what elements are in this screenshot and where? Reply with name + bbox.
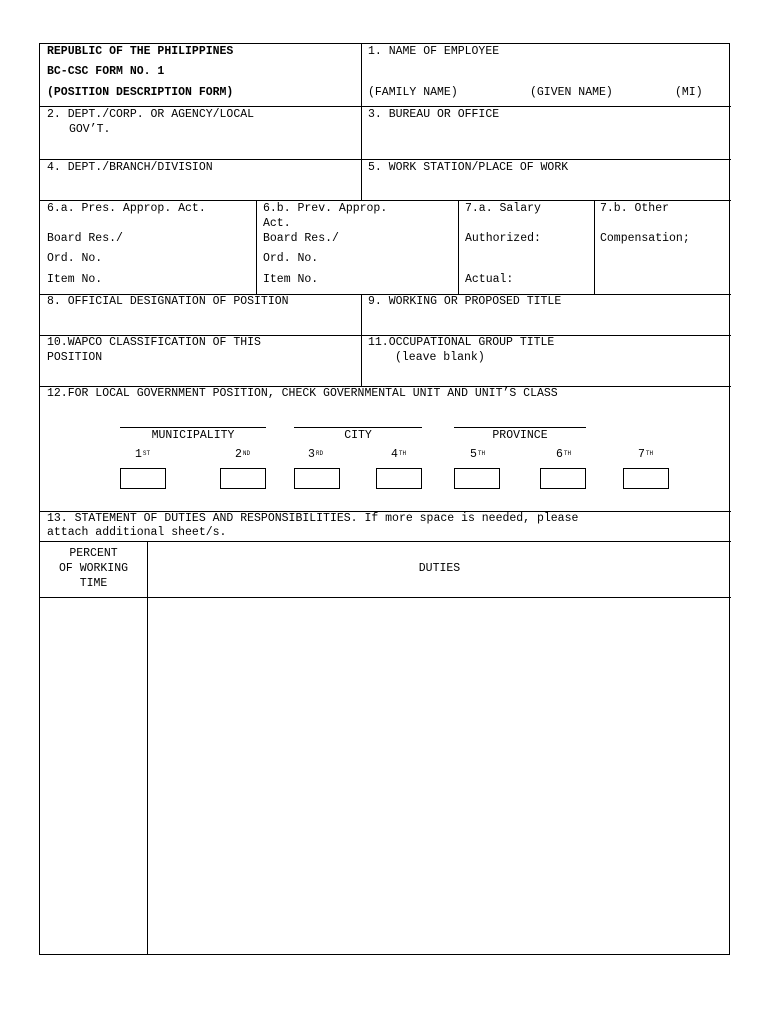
checkbox-class-4th[interactable] [376, 468, 422, 489]
class-label-2nd: 2ND [235, 448, 251, 461]
field-11-label: 11.OCCUPATIONAL GROUP TITLE [368, 336, 555, 349]
field-6a-ord-no: Ord. No. [47, 252, 103, 265]
row-divider [40, 159, 731, 160]
city-rule [294, 427, 422, 428]
field-8-label: 8. OFFICIAL DESIGNATION OF POSITION [47, 295, 289, 308]
class-label-1st: 1ST [135, 448, 151, 461]
header-form-title: (POSITION DESCRIPTION FORM) [47, 86, 234, 99]
column-divider [458, 200, 459, 294]
field-10-label-cont: POSITION [47, 351, 103, 364]
percent-header-line2: OF WORKING [58, 562, 128, 575]
class-label-7th: 7TH [638, 448, 654, 461]
checkbox-class-6th[interactable] [540, 468, 586, 489]
field-5-label: 5. WORK STATION/PLACE OF WORK [368, 161, 569, 174]
municipality-rule [120, 427, 266, 428]
field-9-label: 9. WORKING OR PROPOSED TITLE [368, 295, 562, 308]
percent-entry-area[interactable] [40, 598, 147, 955]
field-6a-item-no: Item No. [47, 273, 103, 286]
row-divider [40, 541, 731, 542]
field-7a-actual: Actual: [465, 273, 514, 286]
checkbox-class-7th[interactable] [623, 468, 669, 489]
province-heading: PROVINCE [492, 429, 548, 442]
duties-header: DUTIES [418, 562, 461, 575]
class-label-6th: 6TH [556, 448, 572, 461]
municipality-heading: MUNICIPALITY [151, 429, 235, 442]
field-10-label: 10.WAPCO CLASSIFICATION OF THIS [47, 336, 261, 349]
field-7b-label: 7.b. Other [600, 202, 670, 215]
field-13-label: 13. STATEMENT OF DUTIES AND RESPONSIBILITIES. If more space is needed, please [47, 512, 579, 525]
checkbox-class-2nd[interactable] [220, 468, 266, 489]
province-rule [454, 427, 586, 428]
field-2-label-cont: GOV’T. [69, 123, 111, 136]
field-1-family-name: (FAMILY NAME) [368, 86, 458, 99]
field-3-label: 3. BUREAU OR OFFICE [368, 108, 500, 121]
field-6b-label-cont: Act. [263, 217, 291, 230]
city-heading: CITY [344, 429, 372, 442]
column-divider [594, 200, 595, 294]
field-7a-label: 7.a. Salary [465, 202, 541, 215]
header-form-number: BC-CSC FORM NO. 1 [47, 65, 165, 78]
field-1-label: 1. NAME OF EMPLOYEE [368, 45, 500, 58]
percent-header-line3: TIME [79, 577, 108, 590]
field-6b-item-no: Item No. [263, 273, 319, 286]
field-1-mi: (MI) [675, 86, 703, 99]
field-6a-label: 6.a. Pres. Approp. Act. [47, 202, 206, 215]
field-6b-ord-no: Ord. No. [263, 252, 319, 265]
field-7b-compensation: Compensation; [600, 232, 690, 245]
column-divider [361, 44, 362, 200]
field-13-label-cont: attach additional sheet/s. [47, 526, 227, 539]
column-divider [256, 200, 257, 294]
position-description-form [39, 43, 730, 955]
class-label-4th: 4TH [391, 448, 407, 461]
duties-entry-area[interactable] [148, 598, 731, 955]
field-6a-board-res: Board Res./ [47, 232, 123, 245]
field-6b-label: 6.b. Prev. Approp. [263, 202, 388, 215]
class-label-5th: 5TH [470, 448, 486, 461]
row-divider [40, 200, 731, 201]
checkbox-class-3rd[interactable] [294, 468, 340, 489]
class-label-3rd: 3RD [308, 448, 324, 461]
field-7a-authorized: Authorized: [465, 232, 541, 245]
field-11-note: (leave blank) [395, 351, 485, 364]
field-2-label: 2. DEPT./CORP. OR AGENCY/LOCAL [47, 108, 255, 121]
checkbox-class-1st[interactable] [120, 468, 166, 489]
row-divider [40, 106, 731, 107]
checkbox-class-5th[interactable] [454, 468, 500, 489]
field-6b-board-res: Board Res./ [263, 232, 339, 245]
column-divider [361, 294, 362, 386]
field-12-label: 12.FOR LOCAL GOVERNMENT POSITION, CHECK GOVERNMENTAL UNIT AND UNIT’S CLASS [47, 387, 558, 400]
field-1-given-name: (GIVEN NAME) [530, 86, 613, 99]
percent-header-line1: PERCENT [69, 547, 118, 560]
field-4-label: 4. DEPT./BRANCH/DIVISION [47, 161, 213, 174]
header-republic: REPUBLIC OF THE PHILIPPINES [47, 45, 234, 58]
